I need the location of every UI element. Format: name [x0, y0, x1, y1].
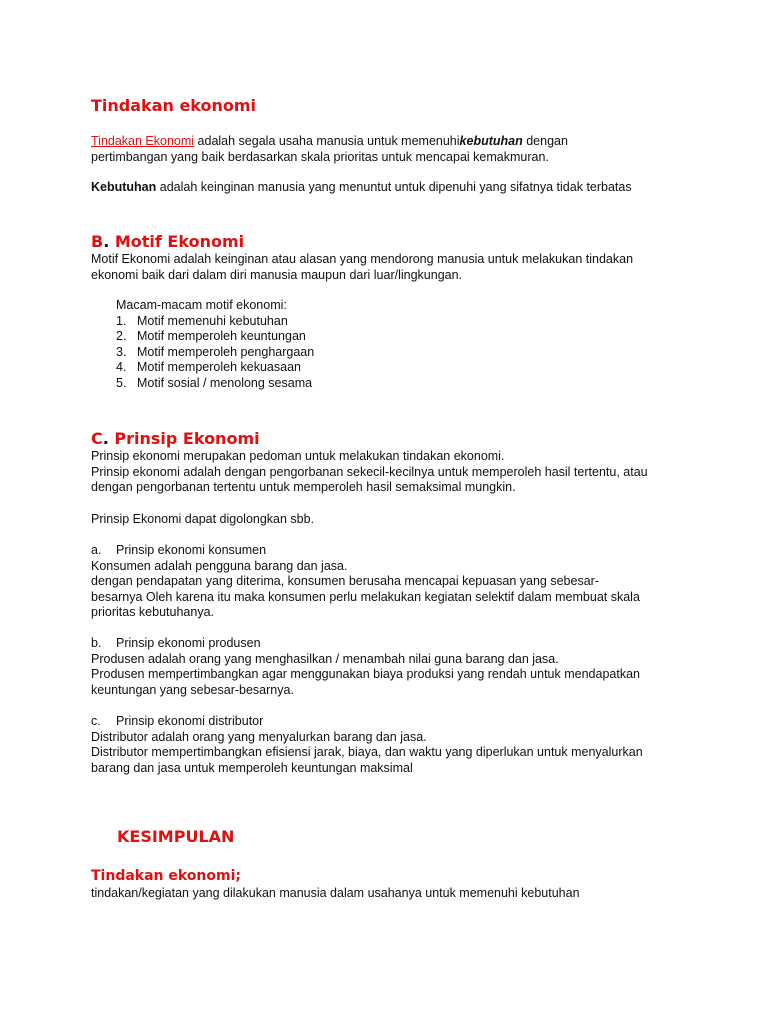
- paragraph-kebutuhan: [91, 180, 691, 196]
- heading-tindakan-ekonomi: Tindakan ekonomi: [91, 96, 257, 115]
- sub-label-a: a.: [91, 543, 102, 557]
- kebutuhan-text: adalah keinginan manusia yang menuntut untuk dipenuhi yang sifatnya tidak terbatas: [156, 180, 632, 194]
- distributor-line-3: barang dan jasa untuk memperoleh keuntungan maksimal: [91, 760, 413, 775]
- heading-motif-ekonomi: [91, 232, 691, 252]
- heading-dot-c: .: [102, 429, 109, 448]
- prinsip-line-3: dengan pengorbanan tertentu untuk memperoleh hasil semaksimal mungkin.: [91, 480, 516, 494]
- golongan-text: Prinsip Ekonomi dapat digolongkan sbb.: [91, 512, 315, 526]
- list-number: 4.: [116, 360, 127, 374]
- list-text: Motif memperoleh keuntungan: [137, 329, 306, 343]
- paragraph-prinsip: [91, 449, 691, 496]
- heading-kesimpulan: KESIMPULAN: [117, 827, 235, 846]
- motif-list: [116, 298, 314, 391]
- distributor-line-1: Distributor adalah orang yang menyalurkan barang dan jasa.: [91, 729, 427, 744]
- produsen-line-3: keuntungan yang sebesar-besarnya.: [91, 682, 294, 697]
- definition-line-2: pertimbangan yang baik berdasarkan skala prioritas untuk mencapai kemakmuran.: [91, 149, 549, 164]
- heading-prinsip-ekonomi: [91, 429, 691, 449]
- term-kebutuhan: Kebutuhan: [91, 180, 157, 194]
- list-number: 5.: [116, 375, 127, 390]
- konsumen-line-4: prioritas kebutuhanya.: [91, 605, 214, 619]
- produsen-title: [91, 636, 691, 652]
- definition-tail: dengan: [522, 134, 568, 148]
- list-text: Motif memperoleh penghargaan: [137, 344, 315, 359]
- paragraph-golongan: [91, 512, 691, 528]
- produsen-line-2: Produsen mempertimbangkan agar menggunakan biaya produksi yang rendah untuk mendapatkan: [91, 667, 640, 681]
- conclusion-subtitle: Tindakan ekonomi;: [91, 868, 242, 884]
- produsen-line-1: Produsen adalah orang yang menghasilkan / menambah nilai guna barang dan jasa.: [91, 651, 559, 666]
- subsection-distributor: [91, 714, 691, 776]
- sub-label-c: c.: [91, 714, 101, 728]
- term-kebutuhan-emphasis: kebutuhan: [459, 134, 523, 148]
- motif-list-title: Macam-macam motif ekonomi:: [116, 298, 287, 312]
- list-number: 1.: [116, 313, 127, 328]
- paragraph-motif: [91, 252, 691, 283]
- konsumen-line-2: dengan pendapatan yang diterima, konsumen berusaha mencapai kepuasan yang sebesar-: [91, 574, 599, 588]
- sub-title-c: Prinsip ekonomi distributor: [116, 714, 264, 728]
- conclusion-text: tindakan/kegiatan yang dilakukan manusia dalam usahanya untuk memenuhi kebutuhan: [91, 886, 580, 900]
- definition-text: adalah segala usaha manusia untuk memenuhi: [194, 134, 460, 148]
- konsumen-line-1: Konsumen adalah pengguna barang dan jasa.: [91, 558, 348, 573]
- motif-line-1: Motif Ekonomi adalah keinginan atau alasan yang mendorong manusia untuk melakukan tindakan: [91, 252, 634, 266]
- list-item: [116, 345, 314, 361]
- subsection-konsumen: [91, 543, 691, 621]
- sub-label-b: b.: [91, 636, 102, 650]
- heading-dot-b: .: [103, 232, 110, 251]
- konsumen-title: [91, 543, 691, 559]
- subsection-produsen: [91, 636, 691, 698]
- heading-title-c: Prinsip Ekonomi: [108, 429, 260, 448]
- list-item: [116, 314, 314, 330]
- conclusion-paragraph: [91, 886, 691, 902]
- list-text: Motif memperoleh kekuasaan: [137, 360, 301, 374]
- prinsip-line-1: Prinsip ekonomi merupakan pedoman untuk melakukan tindakan ekonomi.: [91, 449, 505, 463]
- paragraph-definition: [91, 134, 691, 165]
- list-item: [116, 329, 314, 345]
- heading-title-b: Motif Ekonomi: [109, 232, 245, 251]
- distributor-title: [91, 714, 691, 730]
- prinsip-line-2: Prinsip ekonomi adalah dengan pengorbanan sekecil-kecilnya untuk memperoleh hasil tertentu, atau: [91, 464, 648, 479]
- motif-line-2: ekonomi baik dari dalam diri manusia maupun dari luar/lingkungan.: [91, 267, 463, 282]
- list-item: [116, 360, 314, 376]
- heading-letter-b: B: [91, 232, 104, 251]
- sub-title-b: Prinsip ekonomi produsen: [116, 636, 261, 650]
- sub-title-a: Prinsip ekonomi konsumen: [116, 543, 267, 557]
- konsumen-line-3: besarnya Oleh karena itu maka konsumen perlu melakukan kegiatan selektif dalam membuat skala: [91, 589, 640, 604]
- list-text: Motif sosial / menolong sesama: [137, 375, 313, 390]
- list-number: 3.: [116, 344, 127, 359]
- list-item: [116, 376, 314, 392]
- list-text: Motif memenuhi kebutuhan: [137, 313, 288, 328]
- term-tindakan-ekonomi: Tindakan Ekonomi: [91, 134, 195, 148]
- heading-letter-c: C: [91, 429, 103, 448]
- distributor-line-2: Distributor mempertimbangkan efisiensi jarak, biaya, dan waktu yang diperlukan untuk menyalurkan: [91, 745, 643, 759]
- definition-line-1: [91, 134, 691, 150]
- list-number: 2.: [116, 329, 127, 343]
